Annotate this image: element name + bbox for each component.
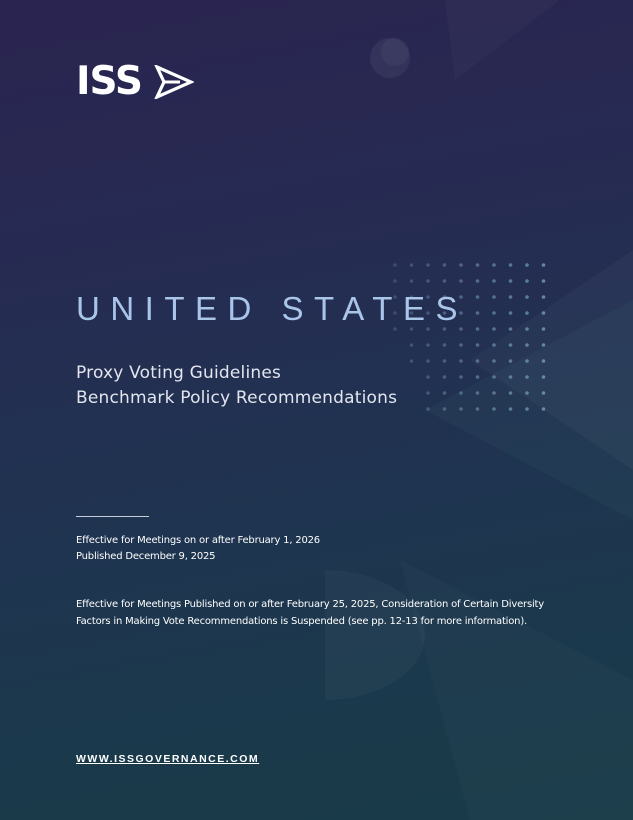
- decor-dot: [459, 391, 463, 395]
- decor-dot: [492, 343, 496, 347]
- decor-dot: [492, 407, 496, 411]
- decor-dot: [393, 263, 397, 267]
- effective-date: Effective for Meetings on or after February 1, 2026: [76, 535, 320, 546]
- decor-dot: [459, 359, 463, 363]
- decor-dot: [476, 375, 480, 379]
- decor-dot: [443, 263, 447, 267]
- decor-dot: [509, 263, 513, 267]
- decor-dot: [542, 279, 546, 283]
- decor-dot: [476, 407, 480, 411]
- decor-dot: [410, 279, 414, 283]
- decor-dot: [525, 311, 529, 315]
- decor-dot: [426, 407, 430, 411]
- decor-dot: [443, 375, 447, 379]
- decor-dot: [410, 263, 414, 267]
- decor-dot: [509, 407, 513, 411]
- decor-dot: [492, 311, 496, 315]
- decor-dot: [492, 263, 496, 267]
- decor-dot: [542, 375, 546, 379]
- decor-dot: [443, 407, 447, 411]
- decor-dot: [509, 311, 513, 315]
- decor-dot: [525, 375, 529, 379]
- decor-dot: [426, 391, 430, 395]
- decor-dot: [509, 295, 513, 299]
- decor-dot: [459, 407, 463, 411]
- decor-dot: [525, 327, 529, 331]
- decor-dot: [443, 359, 447, 363]
- decor-dot: [509, 279, 513, 283]
- decor-dot: [492, 391, 496, 395]
- play-arrow-logo-icon: [154, 65, 194, 99]
- decor-dot: [542, 391, 546, 395]
- decor-dot: [542, 263, 546, 267]
- decor-dot: [542, 311, 546, 315]
- decor-dot: [426, 263, 430, 267]
- decor-dot: [476, 279, 480, 283]
- decor-dot: [525, 407, 529, 411]
- decor-dot: [426, 375, 430, 379]
- decor-dot: [509, 343, 513, 347]
- decor-dot: [476, 311, 480, 315]
- report-title-line1: Proxy Voting Guidelines: [76, 363, 282, 383]
- decor-dot: [492, 279, 496, 283]
- decor-dot: [542, 359, 546, 363]
- decor-dot: [459, 375, 463, 379]
- decor-dot: [459, 263, 463, 267]
- decor-dot: [443, 343, 447, 347]
- decor-dot: [542, 343, 546, 347]
- decor-dot: [426, 359, 430, 363]
- decor-dot: [509, 391, 513, 395]
- decor-dot: [443, 391, 447, 395]
- decor-dot: [426, 343, 430, 347]
- published-date: Published December 9, 2025: [76, 551, 216, 562]
- decor-dot: [492, 295, 496, 299]
- decor-dot: [410, 359, 414, 363]
- report-title-line2: Benchmark Policy Recommendations: [76, 388, 398, 408]
- decor-dot: [476, 391, 480, 395]
- decor-dot: [492, 327, 496, 331]
- decor-dot: [542, 407, 546, 411]
- decor-dot: [459, 279, 463, 283]
- report-country-title: UNITED STATES: [76, 290, 468, 327]
- decor-dot: [410, 343, 414, 347]
- diversity-suspension-note: Effective for Meetings Published on or after February 25, 2025, Consideration of Certain Diversity Factors in Making Vote Recommendations is Suspended (see pp. 12-13 for more information).: [76, 599, 544, 627]
- decor-dot: [492, 375, 496, 379]
- decor-dot: [476, 343, 480, 347]
- decor-dot: [492, 359, 496, 363]
- decor-top-triangle: [445, 0, 560, 80]
- iss-logo: [76, 59, 194, 104]
- decor-dot: [509, 327, 513, 331]
- decor-dot: [459, 343, 463, 347]
- decor-dot: [542, 327, 546, 331]
- decor-dot: [393, 279, 397, 283]
- decor-dot: [509, 375, 513, 379]
- decor-dot: [542, 295, 546, 299]
- decor-dot: [509, 359, 513, 363]
- decor-dot: [443, 279, 447, 283]
- decor-dot: [525, 391, 529, 395]
- decor-dot: [476, 263, 480, 267]
- decor-dot: [476, 359, 480, 363]
- divider-rule: [76, 516, 149, 517]
- decor-dot: [525, 263, 529, 267]
- decor-dot: [426, 279, 430, 283]
- decor-dot: [476, 295, 480, 299]
- logo-wordmark: ISS: [76, 59, 142, 104]
- decor-dot: [525, 295, 529, 299]
- website-link[interactable]: WWW.ISSGOVERNANCE.COM: [76, 753, 260, 765]
- decor-dot: [525, 359, 529, 363]
- decor-dot: [525, 279, 529, 283]
- decor-dot: [525, 343, 529, 347]
- decor-dot: [476, 327, 480, 331]
